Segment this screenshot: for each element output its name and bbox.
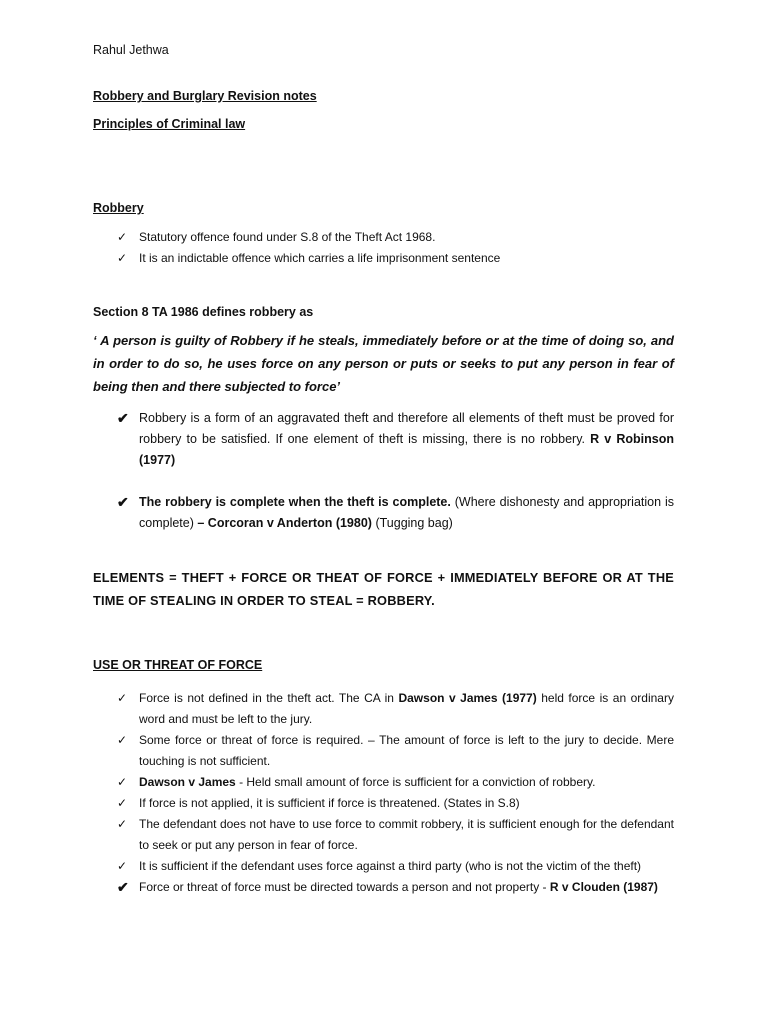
checkmark-icon: ✓ [117,796,128,810]
force-points-list [117,688,674,898]
robbery-heading: Robbery [93,201,144,215]
list-item: ✓ Force is not defined in the theft act. The CA in Dawson v James (1977) held force is an ordinary word and must be left to the jury. [117,688,674,730]
robbery-points-list [117,227,674,269]
checkmark-icon: ✓ [117,691,128,705]
document-subtitle: Principles of Criminal law [93,117,246,131]
list-item: ✓ Dawson v James - Held small amount of force is sufficient for a conviction of robbery. [117,772,674,793]
list-item: ✓ The defendant does not have to use force to commit robbery, it is sufficient enough for the defendant to seek or put any person in fear of force. [117,814,674,856]
list-item: ✔ Force or threat of force must be directed towards a person and not property - R v Clouden (1987) [117,877,674,898]
case-citation: R v Robinson (1977) [139,432,674,467]
checkmark-icon: ✓ [117,230,128,244]
case-citation: Dawson v James [139,775,236,789]
checkmark-icon: ✔ [117,410,129,426]
checkmark-icon: ✓ [117,733,128,747]
elements-summary: ELEMENTS = THEFT + FORCE OR THEAT OF FORCE + IMMEDIATELY BEFORE OR AT THE TIME OF STEALING IN ORDER TO STEAL = ROBBERY. [93,570,674,608]
definition-quote: ‘ A person is guilty of Robbery if he steals, immediately before or at the time of doing so, and in order to do so, he uses force on any person or puts or seeks to put any person in fear of being then and there subjected to force’ [93,333,674,394]
author-name: Rahul Jethwa [93,43,169,57]
list-item: ✓ It is an indictable offence which carries a life imprisonment sentence [117,248,674,269]
checkmark-icon: ✓ [117,817,128,831]
list-item: ✓ If force is not applied, it is sufficient if force is threatened. (States in S.8) [117,793,674,814]
section-heading: Section 8 TA 1986 defines robbery as [93,305,314,319]
checkmark-icon: ✔ [117,879,129,895]
list-item: ✓ Statutory offence found under S.8 of the Theft Act 1968. [117,227,674,248]
checkmark-icon: ✓ [117,251,128,265]
list-item: ✔ Robbery is a form of an aggravated theft and therefore all elements of theft must be proved for robbery to be satisfied. If one element of theft is missing, there is no robbery. R v Robinson (1977) [117,410,674,467]
list-item: ✔ The robbery is complete when the theft is complete. (Where dishonesty and appropriation is complete) – Corcoran v Anderton (1980) (Tugging bag) [117,494,674,530]
document-title: Robbery and Burglary Revision notes [93,89,317,103]
checkmark-icon: ✓ [117,859,128,873]
checkmark-icon: ✓ [117,775,128,789]
list-item: ✓ It is sufficient if the defendant uses force against a third party (who is not the victim of the theft) [117,856,674,877]
case-citation: R v Clouden (1987) [549,880,658,894]
list-item: ✓ Some force or threat of force is required. – The amount of force is left to the jury to decide. Mere touching is not sufficient. [117,730,674,772]
case-citation: Dawson v James (1977) [398,691,537,705]
case-citation: – Corcoran v Anderton (1980) [197,516,372,530]
force-heading: USE OR THREAT OF FORCE [93,658,263,672]
aggravated-points-list [117,408,674,534]
checkmark-icon: ✔ [117,494,129,510]
